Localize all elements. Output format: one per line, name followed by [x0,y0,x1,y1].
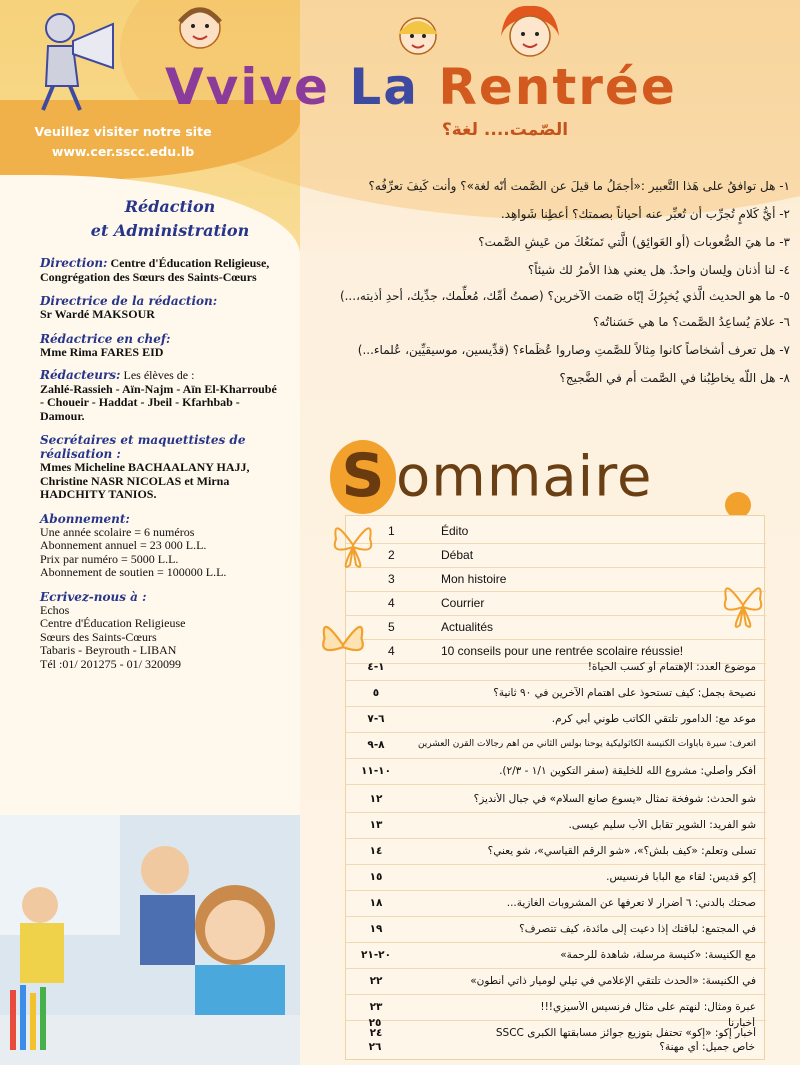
toc-label: إكو قديس: لقاء مع البابا فرنسيس. [606,871,756,883]
redacteurs-intro: Les élèves de : [123,368,195,382]
divider [346,812,766,813]
toc-page: ٢٤ [369,1027,383,1039]
toc-label: عبرة ومثال: لنهتم على مثال فرنسيس الأسيزي!!! [540,1001,756,1013]
redaction-title-line2: et Administration [90,221,250,240]
toc-row[interactable] [346,866,766,890]
questions-list [300,172,790,392]
toc-page: ١-٤ [367,661,385,673]
toc-page: 1 [388,524,395,538]
toc-label: شو الحدث: شوفخة تمثال «يسوع صانع السلام» في جبال الأنديز؟ [473,793,756,805]
toc-row[interactable] [346,708,766,732]
toc-label: شو الفريد: الشوير تقابل الأب سليم عيسى. [568,819,756,831]
question-item: ٦- علامَ يُساعِدُ الصَّمت؟ ما هي حَسَناتُه؟ [592,315,790,329]
megaphone-mascot-icon [18,6,128,116]
banner-word-1: Vvive [165,58,350,116]
toc-label: نصيحة بجمل: كيف تستحوذ على اهتمام الآخرين في ٩٠ ثانية؟ [493,687,756,699]
ecrivez-label: Ecrivez-nous à : [40,589,147,604]
toc-page: ١٤ [369,845,383,857]
toc-page: 2 [388,548,395,562]
redactrice-label: Rédactrice en chef: [40,331,171,346]
toc-page: 3 [388,572,395,586]
toc-label: موعد مع: الدامور تلتقي الكاتب طوني أبي كرم. [551,713,756,725]
toc-page: ٥ [372,687,380,699]
toc-row[interactable] [346,734,766,758]
divider [346,994,766,995]
toc-label: Édito [441,524,469,538]
redacteurs-block [40,369,280,383]
question-item: ٧- هل تعرف أشخاصاً كانوا مِثالاً للصَّمتِ وصاروا عُظَماء؟ (قدِّيسين، موسيقيِّين، عُلماء...) [357,343,790,357]
toc-row[interactable] [346,656,766,680]
toc-label: خاص جميل: أي مهنة؟ [659,1041,755,1053]
toc-row[interactable] [346,682,766,706]
toc-page: ٢٦ [368,1041,382,1053]
butterfly-icon [330,515,376,575]
toc-page: ٢٥ [368,1017,382,1029]
toc-row[interactable] [346,616,766,639]
toc-page: ١٩ [369,923,383,935]
toc-label: في المجتمع: لباقتك إذا دعيت إلى مائدة، كيف تتصرف؟ [519,923,756,935]
toc-row[interactable] [345,1036,765,1060]
redaction-title [60,195,280,243]
divider [346,732,766,733]
abonnement-label: Abonnement: [40,511,130,526]
direction-text: Centre d'Éducation Religieuse, Congrégation des Sœurs des Saints-Cœurs [40,256,270,284]
toc-row[interactable] [346,520,766,543]
address-line: Tabaris - Beyrouth - LIBAN [40,643,177,657]
toc-page: ١٠-١١ [360,765,391,777]
toc-page: ١٢ [369,793,383,805]
toc-row[interactable] [346,568,766,591]
toc-label: Actualités [441,620,494,634]
toc-label: أخبارنا [728,1017,755,1029]
abonnement-line: Abonnement annuel = 23 000 L.L. [40,538,207,552]
toc-row[interactable] [346,970,766,994]
toc-label: Courrier [441,596,485,610]
sommaire-initial: S [330,440,396,514]
question-item: ١- هل توافقُ على هَذا التَّعبير :«أجمَلُ ما قيلَ عن الصَّمت أنّه لغة»؟ وأنت كَيفَ تعرِّفُه؟ [368,179,790,193]
direction-label: Direction: [40,256,108,270]
toc-row[interactable] [346,840,766,864]
redacteurs-label: Rédacteurs: [40,368,121,382]
section-title: الصّمت.... لغة؟ [441,120,569,140]
secretaires-label: Secrétaires et maquettistes de réalisation : [40,433,246,461]
divider [346,784,766,785]
divider [346,916,766,917]
toc-row[interactable] [346,760,766,784]
divider [346,890,766,891]
directrice-label: Directrice de la rédaction: [40,294,218,308]
secretaires-text: Mmes Micheline BACHAALANY HAJJ, Christine NASR NICOLAS et Mirna HADCHITY TANIOS. [40,460,250,501]
toc-page: ٢٣ [369,1001,383,1013]
divider [346,968,766,969]
question-item: ٢- أيُّ كَلامٍ تُجرِّب أن تُعبِّر عنه أحياناً بصمتك؟ أعطِنا شَواهِد. [500,207,790,221]
toc-row[interactable] [346,788,766,812]
toc-label: Débat [441,548,474,562]
direction-block [40,257,280,284]
address-line: Echos [40,602,70,617]
toc-label: موضوع العدد: الإهتمام أو كسب الحياة! [587,661,756,673]
directrice-text: Sr Wardé MAKSOUR [40,307,155,321]
toc-page: ١٥ [369,871,383,883]
redacteurs-text: Zahlé-Rassieh - Aïn-Najm - Aïn El-Kharroubé - Choueir - Haddat - Jbeil - Kfarhbab - Damour. [40,381,277,423]
classroom-photo [0,815,300,1065]
butterfly-icon [720,575,766,635]
toc-page: ٢٢ [369,975,383,987]
question-item: ٥- ما هو الحديث الَّذي يُخبِرُكَ إيّاه صَمت الآخرين؟ (صمتُ أمِّك، مُعلِّمك، جدِّيك، أحدِ أذيته،...) [339,289,790,303]
toc-row[interactable] [346,918,766,942]
redaction-title-line1: Rédaction [124,197,216,216]
toc-page: ٢٠-٢١ [360,949,391,961]
banner-title [165,58,677,116]
address-line: Sœurs des Saints-Cœurs [40,629,157,644]
divider [346,864,766,865]
toc-page: ١٣ [369,819,383,831]
toc-label: صحتك بالدني: ٦ أضرار لا تعرفها عن المشروبات الغازية... [506,897,756,909]
banner-word-2: La [349,58,439,116]
toc-label: تسلّى وتعلّم: «كيف بلّش؟»، «شو الرقم القياسي»، شو يعني؟ [487,845,756,857]
divider [346,680,766,681]
phone-line: Tél :01/ 201275 - 01/ 320099 [40,656,181,671]
toc-label: 10 conseils pour une rentrée scolaire réussie! [441,644,684,658]
toc-label: في الكنيسة: «الحدث تلتقي الإعلامي في تيلي لوميار ذاتي أنطون» [470,975,756,987]
toc-label: أتعرف: سيرة باباوات الكنيسة الكاثوليكية يوحنا بولس الثاني من أهم رجالات القرن العشرين [417,739,756,749]
toc-row[interactable] [346,944,766,968]
divider [346,706,766,707]
visit-line: Veuillez visiter notre site [34,124,212,139]
toc-page: ١٨ [369,897,383,909]
toc-row[interactable] [346,892,766,916]
abonnement-line: Une année scolaire = 6 numéros [40,524,195,539]
toc-label: أخبار إكو: «إكو» تحتفل بتوزيع جوائز مسابقتها الكبرى SSCC [495,1027,756,1039]
toc-page: ٦-٧ [367,713,385,725]
kid-face-icon [170,2,230,60]
divider [346,758,766,759]
question-item: ٨- هل اللّه يخاطِبُنا في الصَّمت أم في الضَّجيج؟ [559,371,790,385]
address-line: Centre d'Éducation Religieuse [40,616,186,630]
abonnement-line: Prix par numéro = 5000 L.L. [40,551,179,566]
toc-label: مع الكنيسة: «كنيسة مرسلة، شاهدة للرحمة» [560,949,756,961]
visit-site-text [18,122,228,162]
toc-label: أفكر وأصلي: مشروع الله للخليقة (سفر التكوين ١/١ - ٢/٣). [499,765,756,777]
redaction-sidebar [40,195,280,671]
toc-page: ٨-٩ [367,739,385,751]
divider [346,942,766,943]
sommaire-rest: ommaire [396,444,653,510]
toc-page: 5 [388,620,395,634]
toc-page: 4 [388,596,395,610]
toc-row[interactable] [346,814,766,838]
site-link[interactable]: www.cer.sscc.edu.lb [51,144,195,159]
question-item: ٤- لنا أذنان ولِسان واحدٌ. هل يعني هذا الأمرُ لك شيئاً؟ [527,263,790,277]
redactrice-text: Mme Rima FARES EID [40,344,164,359]
children-drawing-image [0,815,300,1065]
table-of-contents [345,515,765,1060]
abonnement-line: Abonnement de soutien = 100000 L.L. [40,565,227,579]
toc-page: 4 [388,644,395,658]
question-item: ٣- ما هيَ الصُّعوبات (أو العَوائِق) الَّتي تَمنَعُكَ من عَيشِ الصَّمت؟ [478,235,790,249]
toc-label: Mon histoire [441,572,507,586]
banner-word-3: Rentrée [438,58,677,116]
butterfly-icon [318,612,368,678]
toc-row[interactable] [346,544,766,567]
toc-row[interactable] [345,1012,765,1036]
toc-row[interactable] [346,592,766,615]
divider [346,838,766,839]
